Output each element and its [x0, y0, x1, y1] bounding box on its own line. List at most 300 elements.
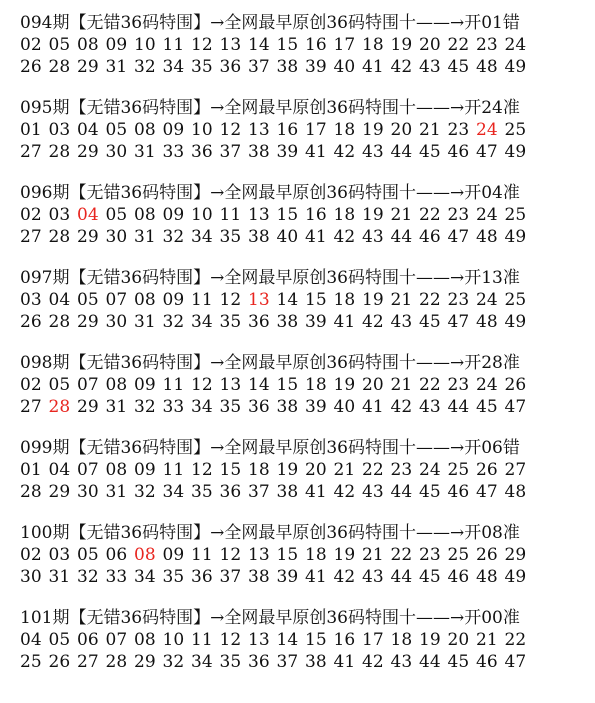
- number-cell: 08: [134, 120, 156, 140]
- number-cell: 42: [333, 142, 356, 162]
- number-cell: 02: [20, 545, 42, 565]
- numbers-row: [20, 374, 590, 396]
- number-cell: 49: [504, 57, 527, 77]
- number-cell: 40: [276, 227, 299, 247]
- number-cell: 41: [305, 567, 327, 587]
- number-cell: 36: [219, 57, 242, 77]
- number-cell: 39: [305, 57, 327, 77]
- number-cell: 28: [48, 57, 71, 77]
- number-cell: 38: [276, 397, 299, 417]
- number-cell: 47: [504, 397, 527, 417]
- number-cell: 15: [305, 290, 327, 310]
- period-block: [20, 437, 590, 503]
- number-cell: 22: [390, 545, 413, 565]
- number-cell: 31: [105, 482, 128, 502]
- number-cell: 34: [134, 567, 156, 587]
- number-cell: 02: [20, 205, 42, 225]
- number-cell: 21: [390, 375, 413, 395]
- number-cell: 17: [333, 35, 356, 55]
- number-cell: 11: [191, 630, 213, 650]
- number-cell: 04: [20, 630, 42, 650]
- number-cell: 13: [219, 35, 242, 55]
- number-cell: 25: [504, 290, 527, 310]
- number-cell: 03: [48, 205, 71, 225]
- number-cell: 31: [134, 227, 156, 247]
- number-cell: 44: [390, 142, 413, 162]
- number-cell: 18: [362, 35, 384, 55]
- number-cell: 28: [20, 482, 42, 502]
- number-cell: 11: [191, 290, 213, 310]
- period-title: 100期【无错36码特围】→全网最早原创36码特围十——→开08准: [20, 523, 520, 543]
- number-cell: 24: [476, 290, 498, 310]
- number-cell: 15: [219, 460, 242, 480]
- number-cell: 49: [504, 227, 527, 247]
- numbers-row: [20, 481, 590, 503]
- number-cell: 18: [333, 290, 356, 310]
- number-cell: 27: [77, 652, 99, 672]
- number-cell: 18: [333, 205, 356, 225]
- number-cell: 11: [219, 205, 242, 225]
- number-cell: 23: [447, 290, 470, 310]
- number-cell: 19: [333, 375, 356, 395]
- number-cell: 09: [162, 545, 185, 565]
- number-cell: 43: [390, 312, 413, 332]
- number-cell: 45: [419, 482, 441, 502]
- number-cell: 40: [333, 397, 356, 417]
- number-cell: 38: [248, 142, 270, 162]
- number-cell: 34: [191, 227, 213, 247]
- number-cell: 03: [48, 120, 71, 140]
- number-cell: 07: [105, 630, 128, 650]
- number-cell: 12: [219, 545, 242, 565]
- winning-number: 24: [476, 120, 498, 140]
- number-cell: 44: [390, 567, 413, 587]
- number-cell: 41: [305, 142, 327, 162]
- number-cell: 24: [476, 205, 498, 225]
- number-cell: 12: [219, 630, 242, 650]
- number-cell: 09: [105, 35, 128, 55]
- number-cell: 12: [219, 290, 242, 310]
- number-cell: 25: [447, 460, 470, 480]
- number-cell: 22: [419, 290, 441, 310]
- number-cell: 20: [390, 120, 413, 140]
- period-title: 097期【无错36码特围】→全网最早原创36码特围十——→开13准: [20, 268, 520, 288]
- period-block: [20, 182, 590, 248]
- number-cell: 17: [305, 120, 327, 140]
- number-cell: 43: [419, 397, 441, 417]
- number-cell: 39: [276, 142, 299, 162]
- number-cell: 48: [476, 312, 498, 332]
- number-cell: 11: [191, 545, 213, 565]
- number-cell: 45: [419, 312, 441, 332]
- number-cell: 07: [77, 460, 99, 480]
- number-cell: 14: [276, 630, 299, 650]
- number-cell: 08: [77, 35, 99, 55]
- number-cell: 29: [77, 142, 99, 162]
- numbers-row: [20, 226, 590, 248]
- number-cell: 48: [476, 227, 498, 247]
- number-cell: 46: [447, 482, 470, 502]
- number-cell: 23: [476, 35, 498, 55]
- number-cell: 34: [191, 312, 213, 332]
- number-cell: 26: [476, 460, 498, 480]
- number-cell: 28: [48, 312, 71, 332]
- number-cell: 07: [105, 290, 128, 310]
- number-cell: 24: [476, 375, 498, 395]
- number-cell: 15: [276, 545, 299, 565]
- number-cell: 45: [476, 397, 498, 417]
- number-cell: 04: [48, 290, 71, 310]
- number-cell: 10: [191, 205, 213, 225]
- number-cell: 07: [77, 375, 99, 395]
- number-cell: 23: [447, 205, 470, 225]
- number-cell: 05: [48, 630, 71, 650]
- number-cell: 30: [105, 142, 128, 162]
- number-cell: 48: [476, 567, 498, 587]
- number-cell: 15: [276, 35, 299, 55]
- number-cell: 38: [248, 567, 270, 587]
- number-cell: 08: [134, 630, 156, 650]
- number-cell: 08: [105, 375, 128, 395]
- number-cell: 24: [504, 35, 527, 55]
- number-cell: 47: [476, 482, 498, 502]
- number-cell: 31: [105, 397, 128, 417]
- number-cell: 43: [419, 57, 441, 77]
- number-cell: 02: [20, 375, 42, 395]
- number-cell: 21: [419, 120, 441, 140]
- number-cell: 35: [219, 312, 242, 332]
- number-cell: 09: [162, 290, 185, 310]
- number-cell: 35: [219, 652, 242, 672]
- period-block: [20, 267, 590, 333]
- number-cell: 16: [305, 35, 327, 55]
- number-cell: 26: [476, 545, 498, 565]
- number-cell: 46: [476, 652, 498, 672]
- numbers-row: [20, 119, 590, 141]
- number-cell: 34: [162, 482, 185, 502]
- number-cell: 22: [504, 630, 527, 650]
- numbers-row: [20, 629, 590, 651]
- number-cell: 45: [419, 567, 441, 587]
- number-cell: 29: [48, 482, 71, 502]
- number-cell: 23: [390, 460, 413, 480]
- number-cell: 44: [390, 482, 413, 502]
- number-cell: 45: [447, 57, 470, 77]
- number-cell: 35: [219, 397, 242, 417]
- numbers-row: [20, 566, 590, 588]
- number-cell: 08: [134, 205, 156, 225]
- number-cell: 32: [162, 227, 185, 247]
- number-cell: 13: [248, 205, 270, 225]
- number-cell: 44: [447, 397, 470, 417]
- number-cell: 47: [447, 227, 470, 247]
- number-cell: 16: [333, 630, 356, 650]
- number-cell: 42: [390, 397, 413, 417]
- number-cell: 04: [77, 120, 99, 140]
- number-cell: 39: [276, 567, 299, 587]
- number-cell: 27: [504, 460, 527, 480]
- number-cell: 25: [504, 120, 527, 140]
- number-cell: 45: [419, 142, 441, 162]
- number-cell: 31: [134, 312, 156, 332]
- number-cell: 13: [219, 375, 242, 395]
- number-cell: 06: [77, 630, 99, 650]
- number-cell: 12: [191, 35, 213, 55]
- number-cell: 13: [248, 630, 270, 650]
- number-cell: 42: [362, 312, 384, 332]
- number-cell: 41: [362, 397, 384, 417]
- number-cell: 43: [390, 652, 413, 672]
- number-cell: 49: [504, 312, 527, 332]
- number-cell: 01: [20, 120, 42, 140]
- number-cell: 03: [20, 290, 42, 310]
- number-cell: 31: [134, 142, 156, 162]
- number-cell: 42: [390, 57, 413, 77]
- period-title: 099期【无错36码特围】→全网最早原创36码特围十——→开06错: [20, 438, 520, 458]
- numbers-row: [20, 544, 590, 566]
- number-cell: 25: [447, 545, 470, 565]
- number-cell: 25: [504, 205, 527, 225]
- number-cell: 29: [504, 545, 527, 565]
- number-cell: 39: [305, 397, 327, 417]
- number-cell: 19: [419, 630, 441, 650]
- number-cell: 18: [248, 460, 270, 480]
- number-cell: 37: [248, 482, 270, 502]
- winning-number: 13: [248, 290, 270, 310]
- number-cell: 19: [362, 290, 384, 310]
- numbers-row: [20, 56, 590, 78]
- number-cell: 32: [162, 652, 185, 672]
- number-cell: 43: [362, 227, 384, 247]
- number-cell: 41: [362, 57, 384, 77]
- number-cell: 30: [105, 227, 128, 247]
- number-cell: 21: [476, 630, 498, 650]
- number-cell: 20: [419, 35, 441, 55]
- number-cell: 26: [48, 652, 71, 672]
- number-cell: 05: [48, 375, 71, 395]
- number-cell: 42: [333, 227, 356, 247]
- number-cell: 35: [191, 482, 213, 502]
- number-cell: 44: [390, 227, 413, 247]
- number-cell: 03: [48, 545, 71, 565]
- period-block: [20, 12, 590, 78]
- number-cell: 08: [105, 460, 128, 480]
- number-cell: 30: [105, 312, 128, 332]
- number-cell: 18: [305, 545, 327, 565]
- number-cell: 27: [20, 142, 42, 162]
- number-cell: 05: [48, 35, 71, 55]
- number-cell: 13: [248, 120, 270, 140]
- numbers-row: [20, 396, 590, 418]
- number-cell: 02: [20, 35, 42, 55]
- number-cell: 16: [305, 205, 327, 225]
- number-cell: 28: [105, 652, 128, 672]
- number-cell: 45: [447, 652, 470, 672]
- number-cell: 19: [362, 120, 384, 140]
- number-cell: 15: [276, 205, 299, 225]
- number-cell: 28: [48, 227, 71, 247]
- number-cell: 33: [162, 397, 185, 417]
- number-cell: 37: [248, 57, 270, 77]
- number-cell: 05: [105, 205, 128, 225]
- number-cell: 42: [362, 652, 384, 672]
- period-block: [20, 607, 590, 673]
- number-cell: 43: [362, 482, 384, 502]
- number-cell: 32: [134, 482, 156, 502]
- number-cell: 35: [191, 57, 213, 77]
- number-cell: 49: [504, 142, 527, 162]
- number-cell: 35: [162, 567, 185, 587]
- number-cell: 36: [248, 312, 270, 332]
- period-title: 095期【无错36码特围】→全网最早原创36码特围十——→开24准: [20, 98, 520, 118]
- number-cell: 18: [390, 630, 413, 650]
- period-title: 098期【无错36码特围】→全网最早原创36码特围十——→开28准: [20, 353, 520, 373]
- number-cell: 26: [20, 57, 42, 77]
- number-cell: 05: [77, 290, 99, 310]
- number-cell: 12: [191, 460, 213, 480]
- number-cell: 46: [447, 142, 470, 162]
- number-cell: 19: [276, 460, 299, 480]
- number-cell: 42: [333, 482, 356, 502]
- number-cell: 19: [390, 35, 413, 55]
- number-cell: 09: [134, 460, 156, 480]
- number-cell: 09: [162, 205, 185, 225]
- number-cell: 08: [134, 290, 156, 310]
- number-cell: 24: [419, 460, 441, 480]
- numbers-row: [20, 204, 590, 226]
- number-cell: 39: [305, 312, 327, 332]
- number-cell: 12: [219, 120, 242, 140]
- number-cell: 10: [191, 120, 213, 140]
- number-cell: 30: [77, 482, 99, 502]
- number-cell: 20: [447, 630, 470, 650]
- number-cell: 37: [276, 652, 299, 672]
- number-cell: 10: [134, 35, 156, 55]
- number-cell: 38: [248, 227, 270, 247]
- number-cell: 12: [191, 375, 213, 395]
- number-cell: 30: [20, 567, 42, 587]
- period-title: 101期【无错36码特围】→全网最早原创36码特围十——→开00准: [20, 608, 520, 628]
- number-cell: 22: [447, 35, 470, 55]
- number-cell: 18: [333, 120, 356, 140]
- number-cell: 29: [134, 652, 156, 672]
- number-cell: 41: [305, 227, 327, 247]
- number-cell: 38: [276, 57, 299, 77]
- number-cell: 09: [134, 375, 156, 395]
- number-cell: 19: [333, 545, 356, 565]
- number-cell: 15: [305, 630, 327, 650]
- number-cell: 38: [305, 652, 327, 672]
- number-cell: 41: [333, 652, 356, 672]
- number-cell: 16: [276, 120, 299, 140]
- period-title: 094期【无错36码特围】→全网最早原创36码特围十——→开01错: [20, 13, 520, 33]
- number-cell: 20: [362, 375, 384, 395]
- number-cell: 36: [248, 652, 270, 672]
- number-cell: 31: [48, 567, 71, 587]
- number-cell: 18: [305, 375, 327, 395]
- number-cell: 01: [20, 460, 42, 480]
- winning-number: 04: [77, 205, 99, 225]
- number-cell: 38: [276, 482, 299, 502]
- numbers-row: [20, 289, 590, 311]
- number-cell: 29: [77, 227, 99, 247]
- number-cell: 33: [105, 567, 128, 587]
- number-cell: 22: [419, 375, 441, 395]
- number-cell: 33: [162, 142, 185, 162]
- number-cell: 14: [248, 35, 270, 55]
- period-block: [20, 522, 590, 588]
- number-cell: 11: [162, 375, 185, 395]
- period-title: 096期【无错36码特围】→全网最早原创36码特围十——→开04准: [20, 183, 520, 203]
- number-cell: 14: [276, 290, 299, 310]
- number-cell: 29: [77, 397, 99, 417]
- number-cell: 23: [447, 375, 470, 395]
- number-cell: 11: [162, 35, 185, 55]
- number-cell: 29: [77, 57, 99, 77]
- numbers-row: [20, 459, 590, 481]
- number-cell: 28: [48, 142, 71, 162]
- number-cell: 21: [333, 460, 356, 480]
- period-block: [20, 97, 590, 163]
- number-cell: 19: [362, 205, 384, 225]
- number-cell: 47: [476, 142, 498, 162]
- number-cell: 22: [362, 460, 384, 480]
- winning-number: 28: [48, 397, 71, 417]
- number-cell: 14: [248, 375, 270, 395]
- number-cell: 34: [162, 57, 185, 77]
- number-cell: 34: [191, 397, 213, 417]
- numbers-row: [20, 311, 590, 333]
- number-cell: 40: [333, 57, 356, 77]
- number-cell: 41: [333, 312, 356, 332]
- winning-number: 08: [134, 545, 156, 565]
- number-cell: 21: [362, 545, 384, 565]
- number-cell: 47: [447, 312, 470, 332]
- number-cell: 36: [248, 397, 270, 417]
- number-cell: 42: [333, 567, 356, 587]
- period-block: [20, 352, 590, 418]
- number-cell: 23: [419, 545, 441, 565]
- number-cell: 22: [419, 205, 441, 225]
- number-cell: 46: [447, 567, 470, 587]
- number-cell: 43: [362, 567, 384, 587]
- number-cell: 49: [504, 567, 527, 587]
- number-cell: 26: [20, 312, 42, 332]
- number-cell: 34: [191, 652, 213, 672]
- number-cell: 25: [20, 652, 42, 672]
- numbers-row: [20, 34, 590, 56]
- number-cell: 04: [48, 460, 71, 480]
- number-cell: 17: [362, 630, 384, 650]
- number-cell: 32: [134, 397, 156, 417]
- number-cell: 20: [305, 460, 327, 480]
- numbers-row: [20, 141, 590, 163]
- number-cell: 35: [219, 227, 242, 247]
- number-cell: 10: [162, 630, 185, 650]
- number-cell: 36: [191, 142, 213, 162]
- number-cell: 21: [390, 290, 413, 310]
- number-cell: 15: [276, 375, 299, 395]
- number-cell: 06: [105, 545, 128, 565]
- number-cell: 36: [219, 482, 242, 502]
- number-cell: 48: [504, 482, 527, 502]
- number-cell: 32: [134, 57, 156, 77]
- number-cell: 41: [305, 482, 327, 502]
- number-cell: 23: [447, 120, 470, 140]
- number-cell: 48: [476, 57, 498, 77]
- number-cell: 26: [504, 375, 527, 395]
- number-cell: 32: [77, 567, 99, 587]
